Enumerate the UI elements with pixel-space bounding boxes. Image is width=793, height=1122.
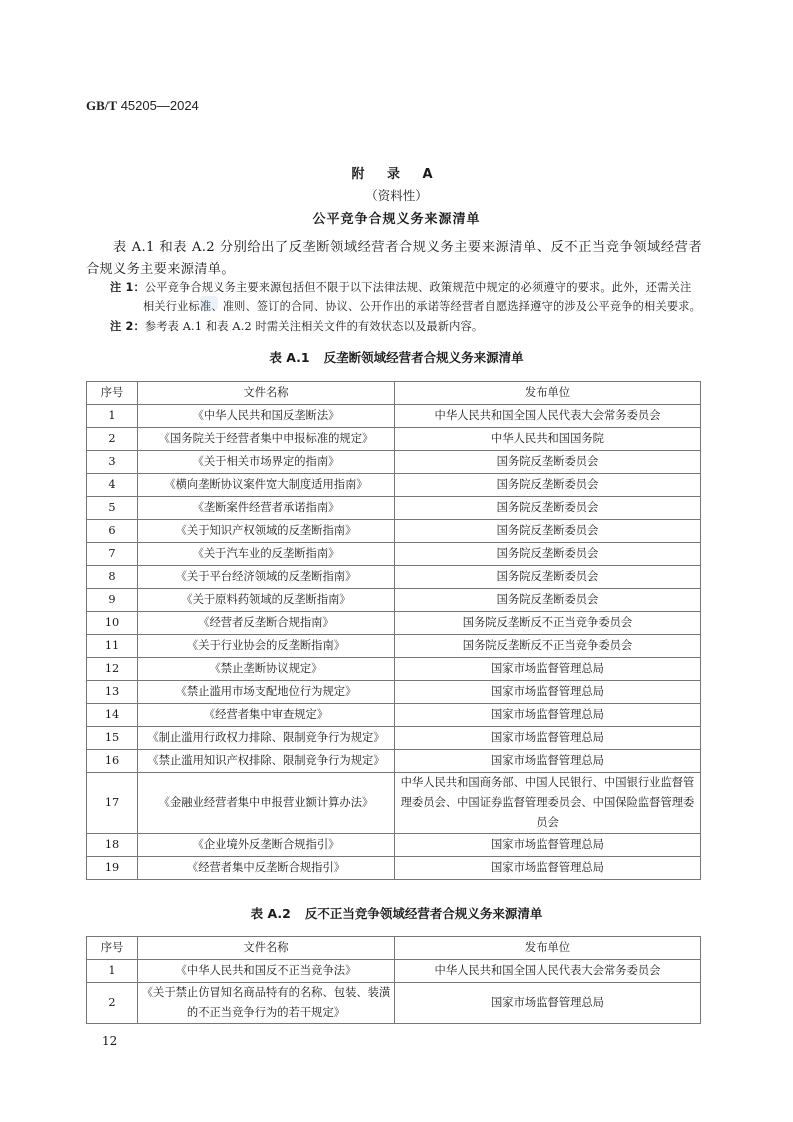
- document-name-cell: 《中华人民共和国反垄断法》: [138, 405, 395, 428]
- publisher-cell: 国务院反垄断委员会: [395, 566, 701, 589]
- header-cell: 文件名称: [138, 382, 395, 405]
- row-index-cell: 1: [87, 405, 138, 428]
- table-number: 表 A.2: [250, 906, 291, 921]
- publisher-cell: 国务院反垄断委员会: [395, 451, 701, 474]
- document-name-cell: 《金融业经营者集中申报营业额计算办法》: [138, 773, 395, 834]
- table-row: [87, 635, 701, 658]
- publisher-cell: 国务院反垄断委员会: [395, 474, 701, 497]
- document-name-cell: 《关于平台经济领域的反垄断指南》: [138, 566, 395, 589]
- note-2: [110, 318, 702, 337]
- note-label: 注 2：: [110, 320, 145, 333]
- table-a2: [86, 936, 701, 1024]
- note-text: 公平竞争合规义务主要来源包括但不限于以下法律法规、政策规范中规定的必须遵守的要求。此外，还需关注相关行业标准、准则、签订的合同、协议、公开作出的承诺等经营者自愿选择遵守的涉及公平竞争的相关要求。: [143, 281, 701, 313]
- table-a1: [86, 381, 701, 880]
- row-index-cell: 11: [87, 635, 138, 658]
- table-row: [87, 983, 701, 1024]
- table-row: [87, 520, 701, 543]
- document-name-cell: 《关于禁止仿冒知名商品特有的名称、包装、装潢的不正当竞争行为的若干规定》: [138, 983, 395, 1024]
- document-name-cell: 《禁止滥用市场支配地位行为规定》: [138, 681, 395, 704]
- table-row: [87, 566, 701, 589]
- publisher-cell: 国务院反垄断反不正当竞争委员会: [395, 635, 701, 658]
- publisher-cell: 中华人民共和国国务院: [395, 428, 701, 451]
- publisher-cell: 国家市场监督管理总局: [395, 857, 701, 880]
- row-index-cell: 4: [87, 474, 138, 497]
- row-index-cell: 18: [87, 834, 138, 857]
- document-name-cell: 《关于行业协会的反垄断指南》: [138, 635, 395, 658]
- row-index-cell: 6: [87, 520, 138, 543]
- table-caption: 反垄断领域经营者合规义务来源清单: [323, 350, 524, 365]
- header-cell: 发布单位: [395, 937, 701, 960]
- table-row: [87, 428, 701, 451]
- table-row: [87, 612, 701, 635]
- appendix-name: 公平竞争合规义务来源清单: [312, 212, 481, 227]
- page-number: 12: [102, 1034, 118, 1048]
- table-row: [87, 960, 701, 983]
- standard-number: 45205—2024: [120, 98, 199, 113]
- publisher-cell: 中华人民共和国全国人民代表大会常务委员会: [395, 405, 701, 428]
- table-row: [87, 834, 701, 857]
- table-a1-title: [0, 348, 793, 366]
- row-index-cell: 3: [87, 451, 138, 474]
- document-name-cell: 《中华人民共和国反不正当竞争法》: [138, 960, 395, 983]
- publisher-cell: 国家市场监督管理总局: [395, 750, 701, 773]
- publisher-cell: 中华人民共和国全国人民代表大会常务委员会: [395, 960, 701, 983]
- row-index-cell: 7: [87, 543, 138, 566]
- header-cell: 序号: [87, 937, 138, 960]
- document-name-cell: 《关于相关市场界定的指南》: [138, 451, 395, 474]
- table-row: [87, 658, 701, 681]
- document-name-cell: 《经营者集中审查规定》: [138, 704, 395, 727]
- row-index-cell: 2: [87, 428, 138, 451]
- publisher-cell: 国家市场监督管理总局: [395, 834, 701, 857]
- table-number: 表 A.1: [269, 350, 310, 365]
- publisher-cell: 国务院反垄断委员会: [395, 497, 701, 520]
- publisher-cell: 国家市场监督管理总局: [395, 727, 701, 750]
- table-row: [87, 681, 701, 704]
- appendix-type: （资料性）: [365, 188, 428, 203]
- table-row: [87, 589, 701, 612]
- publisher-cell: 国务院反垄断委员会: [395, 520, 701, 543]
- document-name-cell: 《横向垄断协议案件宽大制度适用指南》: [138, 474, 395, 497]
- row-index-cell: 9: [87, 589, 138, 612]
- note-text: 参考表 A.1 和表 A.2 时需关注相关文件的有效状态以及最新内容。: [144, 320, 484, 333]
- table-row: [87, 773, 701, 834]
- row-index-cell: 15: [87, 727, 138, 750]
- publisher-cell: 国家市场监督管理总局: [395, 681, 701, 704]
- row-index-cell: 16: [87, 750, 138, 773]
- publisher-cell: 国家市场监督管理总局: [395, 983, 701, 1024]
- document-name-cell: 《制止滥用行政权力排除、限制竞争行为规定》: [138, 727, 395, 750]
- header-cell: 发布单位: [395, 382, 701, 405]
- document-name-cell: 《关于知识产权领域的反垄断指南》: [138, 520, 395, 543]
- row-index-cell: 5: [87, 497, 138, 520]
- table-row: [87, 451, 701, 474]
- note-1: [110, 279, 702, 316]
- publisher-cell: 国务院反垄断委员会: [395, 543, 701, 566]
- row-index-cell: 17: [87, 773, 138, 834]
- table-row: [87, 405, 701, 428]
- table-header-row: [87, 382, 701, 405]
- document-name-cell: 《国务院关于经营者集中申报标准的规定》: [138, 428, 395, 451]
- row-index-cell: 13: [87, 681, 138, 704]
- document-name-cell: 《经营者反垄断合规指南》: [138, 612, 395, 635]
- row-index-cell: 10: [87, 612, 138, 635]
- row-index-cell: 12: [87, 658, 138, 681]
- document-name-cell: 《经营者集中反垄断合规指引》: [138, 857, 395, 880]
- note-label: 注 1：: [110, 281, 145, 294]
- intro-paragraph: 表 A.1 和表 A.2 分别给出了反垄断领域经营者合规义务主要来源清单、反不正当竞争领域经营者合规义务主要来源清单。: [86, 240, 702, 277]
- table-row: [87, 543, 701, 566]
- table-row: [87, 750, 701, 773]
- publisher-cell: 国务院反垄断反不正当竞争委员会: [395, 612, 701, 635]
- table-row: [87, 497, 701, 520]
- row-index-cell: 8: [87, 566, 138, 589]
- table-row: [87, 704, 701, 727]
- publisher-cell: 国家市场监督管理总局: [395, 704, 701, 727]
- table-row: [87, 857, 701, 880]
- publisher-cell: 国家市场监督管理总局: [395, 658, 701, 681]
- header-cell: 序号: [87, 382, 138, 405]
- row-index-cell: 1: [87, 960, 138, 983]
- row-index-cell: 2: [87, 983, 138, 1024]
- publisher-cell: 中华人民共和国商务部、中国人民银行、中国银行业监督管理委员会、中国证券监督管理委员会、中国保险监督管理委员会: [395, 773, 701, 834]
- publisher-cell: 国务院反垄断委员会: [395, 589, 701, 612]
- document-name-cell: 《关于原料药领域的反垄断指南》: [138, 589, 395, 612]
- table-caption: 反不正当竞争领域经营者合规义务来源清单: [304, 906, 543, 921]
- document-name-cell: 《禁止滥用知识产权排除、限制竞争行为规定》: [138, 750, 395, 773]
- document-name-cell: 《禁止垄断协议规定》: [138, 658, 395, 681]
- table-a2-title: [0, 904, 793, 922]
- standard-prefix: GB/T: [86, 98, 118, 113]
- header-cell: 文件名称: [138, 937, 395, 960]
- document-name-cell: 《垄断案件经营者承诺指南》: [138, 497, 395, 520]
- appendix-title: 附 录 A: [351, 167, 442, 182]
- row-index-cell: 19: [87, 857, 138, 880]
- document-name-cell: 《企业境外反垄断合规指引》: [138, 834, 395, 857]
- table-row: [87, 474, 701, 497]
- row-index-cell: 14: [87, 704, 138, 727]
- table-header-row: [87, 937, 701, 960]
- document-name-cell: 《关于汽车业的反垄断指南》: [138, 543, 395, 566]
- watermark-mark: [200, 296, 218, 310]
- table-row: [87, 727, 701, 750]
- standard-code: [86, 98, 199, 114]
